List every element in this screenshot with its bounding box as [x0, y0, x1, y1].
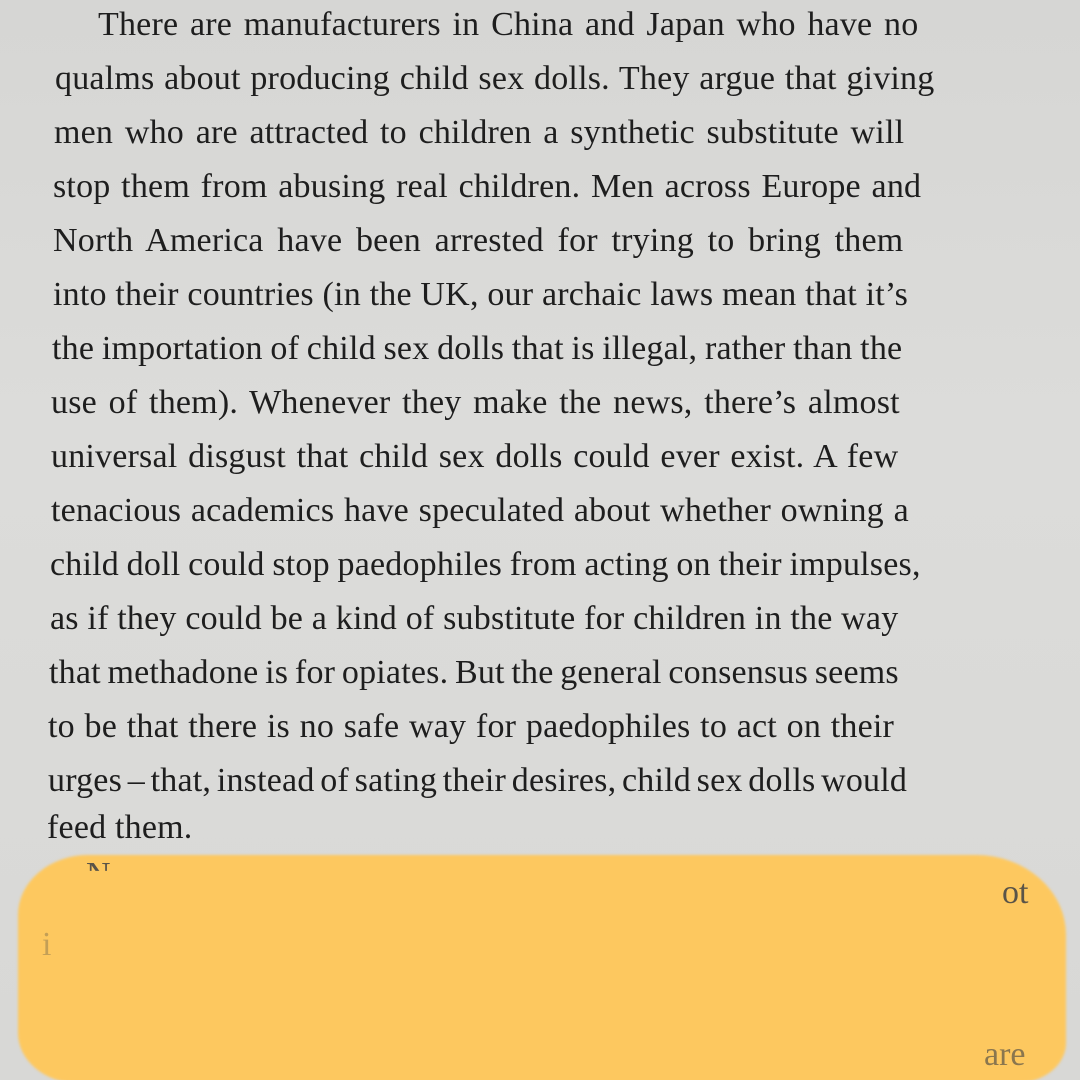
text-line-5: North America have been arrested for trying to bring them — [53, 222, 904, 259]
text-line-14: to be that there is no safe way for paedophiles to act on their — [48, 708, 895, 745]
peek-text-left-mid: i — [42, 926, 52, 963]
text-line-4: stop them from abusing real children. Men across Europe and — [53, 168, 922, 205]
peek-text-right-top: ot — [1002, 874, 1029, 911]
text-line-16: feed them. — [47, 809, 193, 846]
text-line-7: the importation of child sex dolls that is illegal, rather than the — [52, 330, 903, 367]
text-line-15: urges – that, instead of sating their desires, child sex dolls would — [48, 762, 908, 799]
text-line-1: There are manufacturers in China and Japan who have no — [98, 6, 919, 43]
text-line-12: as if they could be a kind of substitute for children in the way — [50, 600, 899, 637]
text-line-10: tenacious academics have speculated about whether owning a — [51, 492, 909, 529]
highlighter-mark — [18, 855, 1066, 1080]
text-line-6: into their countries (in the UK, our archaic laws mean that it’s — [53, 276, 908, 313]
peek-text-right-bottom: are — [984, 1036, 1026, 1073]
text-line-3: men who are attracted to children a synthetic substitute will — [54, 114, 905, 151]
text-line-9: universal disgust that child sex dolls could ever exist. A few — [51, 438, 899, 475]
text-line-2: qualms about producing child sex dolls. They argue that giving — [55, 60, 935, 97]
text-line-11: child doll could stop paedophiles from acting on their impulses, — [50, 546, 921, 583]
text-line-13: that methadone is for opiates. But the general consensus seems — [49, 654, 899, 691]
text-line-8: use of them). Whenever they make the news, there’s almost — [51, 384, 900, 421]
